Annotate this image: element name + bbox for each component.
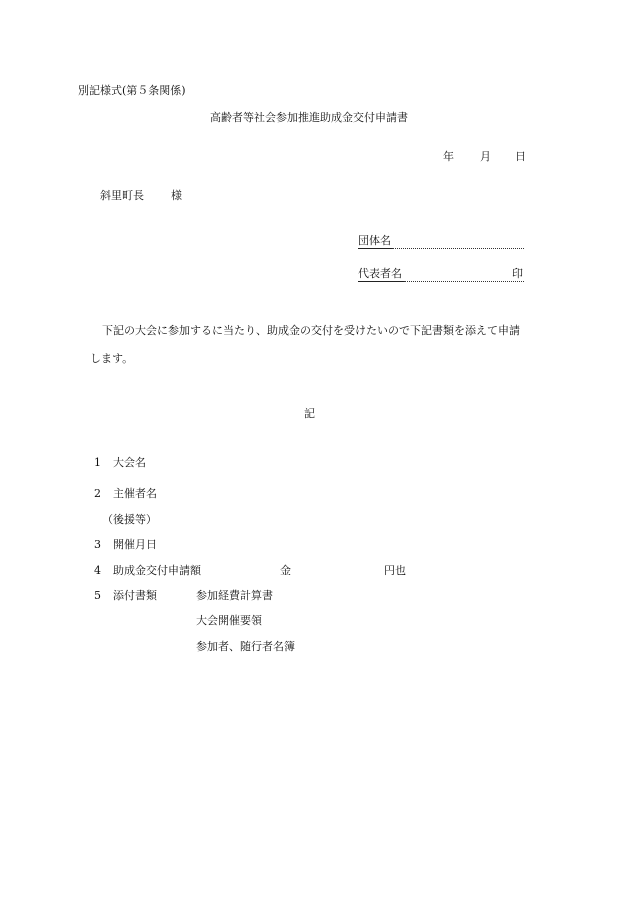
item-1-label: 大会名 <box>113 456 146 469</box>
representative-label: 代表者名 <box>358 267 402 280</box>
date-month: 月 <box>480 150 491 163</box>
item-3-number: 3 <box>94 538 101 551</box>
document-title: 高齢者等社会参加推進助成金交付申請書 <box>210 111 408 124</box>
seal-mark: 印 <box>512 267 523 280</box>
representative-label-underline <box>358 281 404 282</box>
addressee-honorific: 様 <box>171 189 182 202</box>
item-4-number: 4 <box>94 564 101 577</box>
group-name-label: 団体名 <box>358 234 391 247</box>
body-line-2: します。 <box>90 352 134 365</box>
attached-doc-1: 参加経費計算書 <box>196 589 273 602</box>
group-name-field[interactable] <box>392 248 524 249</box>
item-4-label: 助成金交付申請額 <box>113 564 201 577</box>
amount-suffix: 円也 <box>384 564 406 577</box>
amount-prefix: 金 <box>280 564 291 577</box>
item-2-number: 2 <box>94 487 101 500</box>
ki-heading: 記 <box>304 407 315 420</box>
item-2-sub-label: （後援等） <box>102 513 157 526</box>
body-line-1: 下記の大会に参加するに当たり、助成金の交付を受けたいので下記書類を添えて申請 <box>102 324 520 337</box>
date-year: 年 <box>443 150 454 163</box>
item-1-number: 1 <box>94 456 101 469</box>
group-name-label-underline <box>358 248 392 249</box>
item-2-label: 主催者名 <box>113 487 157 500</box>
form-reference: 別記様式(第５条関係) <box>78 84 186 97</box>
attached-doc-3: 参加者、随行者名簿 <box>196 640 295 653</box>
attached-doc-2: 大会開催要領 <box>196 614 262 627</box>
item-5-number: 5 <box>94 589 101 602</box>
date-day: 日 <box>515 150 526 163</box>
representative-field[interactable] <box>404 281 524 282</box>
item-3-label: 開催月日 <box>113 538 157 551</box>
item-5-label: 添付書類 <box>113 589 157 602</box>
addressee-name: 斜里町長 <box>100 189 144 202</box>
